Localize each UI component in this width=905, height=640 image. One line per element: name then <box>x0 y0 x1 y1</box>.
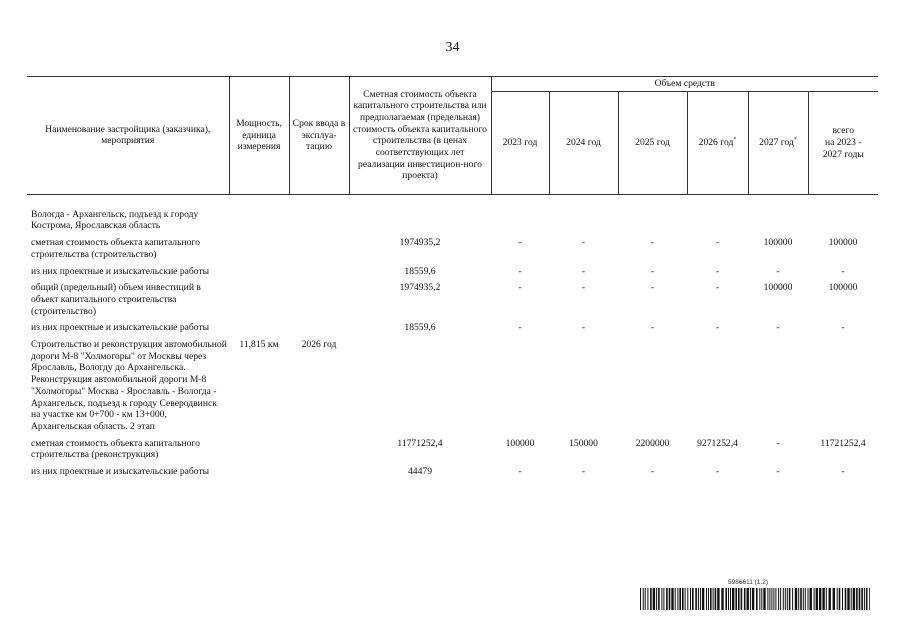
cell-y2024: - <box>581 322 586 334</box>
table-row <box>27 337 878 436</box>
cell-y2025 <box>618 337 687 436</box>
cell-y2027: - <box>776 437 780 449</box>
cell-capacity <box>229 207 289 235</box>
cell-y2027: - <box>776 265 780 277</box>
cell-y2025: - <box>650 237 655 249</box>
cell-term <box>289 235 349 263</box>
cell-y2025: - <box>650 265 655 277</box>
table-row <box>27 464 878 481</box>
cell-term <box>289 207 349 235</box>
cell-term <box>289 464 349 481</box>
cell-cost: 1974935,2 <box>399 282 441 294</box>
cell-y2027: - <box>776 466 780 478</box>
cell-y2023: - <box>518 466 522 478</box>
cell-y2026: - <box>715 282 720 294</box>
cell-cost: 18559,6 <box>404 322 436 334</box>
cell-name: сметная стоимость объекта капитального строительства (реконструкция) <box>31 437 200 461</box>
cell-cost: 18559,6 <box>404 265 436 277</box>
cell-y2026: - <box>715 466 720 478</box>
cell-name: общий (предельный) объем инвестиций в объект капитального строительства (строительство) <box>31 282 201 317</box>
cell-y2023: - <box>518 265 522 277</box>
cell-y2026: - <box>715 237 720 249</box>
header-total: всего на 2023 - 2027 годы <box>808 91 878 194</box>
cell-y2024: - <box>581 237 586 249</box>
header-funds: Объем средств <box>491 77 878 92</box>
cell-y2023: - <box>518 237 522 249</box>
cell-capacity <box>229 464 289 481</box>
cell-name: из них проектные и изыскательские работы <box>31 466 210 478</box>
cell-term: 2026 год <box>301 339 337 351</box>
cell-y2024: 150000 <box>569 437 598 449</box>
cell-capacity <box>229 436 289 464</box>
cell-y2027: 100000 <box>763 282 793 294</box>
cell-y2027 <box>748 207 808 235</box>
cell-y2023 <box>491 337 549 436</box>
cell-y2026: - <box>715 265 720 277</box>
cell-y2024 <box>549 207 618 235</box>
cell-name: из них проектные и изыскательские работы <box>31 265 210 277</box>
cell-total: - <box>841 322 845 334</box>
cell-y2027 <box>748 337 808 436</box>
header-name: Наименование застройщика (заказчика), мероприятия <box>27 77 229 195</box>
barcode-label: 5986611 (1.2) <box>728 579 768 586</box>
cell-y2025 <box>618 207 687 235</box>
cell-total <box>808 337 878 436</box>
table-row <box>27 436 878 464</box>
cell-y2024: - <box>581 282 586 294</box>
cell-y2025: 2200000 <box>635 437 670 449</box>
cell-y2025: - <box>650 322 655 334</box>
cell-term <box>289 280 349 320</box>
cell-y2025: - <box>650 466 655 478</box>
cell-total: 11721252,4 <box>820 437 866 449</box>
table-row <box>27 264 878 281</box>
cell-total: 100000 <box>828 237 858 249</box>
cell-total: - <box>841 466 845 478</box>
cell-name: Вологда - Архангельск, подъезд к городу Кострома, Ярославская область <box>31 208 199 232</box>
investment-table <box>27 76 878 481</box>
cell-total <box>808 207 878 235</box>
cell-capacity <box>229 320 289 337</box>
cell-term <box>289 320 349 337</box>
cell-cost: 44479 <box>408 466 432 478</box>
cell-name: Строительство и реконструкция автомобильной дороги М-8 "Холмогоры" от Москвы через Ярославль, Вологду до Архангельска. Реконструкция автомобильной дороги М-8 "Холмогоры" Москва - Ярославль - Вологда - Архангельск, подъезд к городу Северодвинск на участке км 0+700 - км 13+000, Архангельская область. 2 этап <box>31 339 227 432</box>
cell-y2026 <box>687 207 748 235</box>
cell-y2026: - <box>715 322 720 334</box>
cell-y2023: 100000 <box>505 437 535 449</box>
cell-capacity <box>229 264 289 281</box>
cell-total: 100000 <box>828 282 858 294</box>
cell-name: сметная стоимость объекта капитального строительства (строительство) <box>31 237 200 260</box>
cell-y2024: - <box>581 265 586 277</box>
cell-cost: 11771252,4 <box>397 437 443 449</box>
cell-y2026 <box>687 337 748 436</box>
cell-y2023: - <box>518 322 522 334</box>
table-row <box>27 207 878 235</box>
cell-capacity <box>229 235 289 263</box>
table-row <box>27 280 878 320</box>
table-row <box>27 235 878 263</box>
cell-y2023 <box>491 207 549 235</box>
header-term: Срок ввода в эксплуа-тацию <box>289 77 349 195</box>
header-cost: Сметная стоимость объекта капитального строительства или предполагаемая (предельная) стоимость объекта капитального строительства (в ценах соответствующих лет реализации инвестицион-ного проекта) <box>349 77 491 195</box>
cell-y2023: - <box>518 282 522 294</box>
cell-term <box>289 436 349 464</box>
cell-total: - <box>841 265 845 277</box>
cell-y2026: 9271252,4 <box>697 437 738 449</box>
cell-cost: 1974935,2 <box>399 237 441 249</box>
header-year-2026: 2026 год* <box>687 91 748 194</box>
cell-name: из них проектные и изыскательские работы <box>31 322 210 334</box>
cell-y2024: - <box>581 466 586 478</box>
header-year-2023: 2023 год <box>491 91 549 194</box>
cell-cost <box>349 207 491 235</box>
cell-y2027: - <box>776 322 780 334</box>
cell-y2024 <box>549 337 618 436</box>
header-year-2027: 2027 год* <box>748 91 808 194</box>
cell-capacity: 11,815 км <box>239 339 279 351</box>
header-capacity: Мощность, единица измерения <box>229 77 289 195</box>
table-row <box>27 320 878 337</box>
cell-y2027: 100000 <box>763 237 793 249</box>
header-year-2024: 2024 год <box>549 91 618 194</box>
cell-cost <box>349 337 491 436</box>
page-number: 34 <box>445 40 460 55</box>
barcode <box>640 588 870 610</box>
cell-term <box>289 264 349 281</box>
cell-capacity <box>229 280 289 320</box>
cell-y2025: - <box>650 282 655 294</box>
header-year-2025: 2025 год <box>618 91 687 194</box>
